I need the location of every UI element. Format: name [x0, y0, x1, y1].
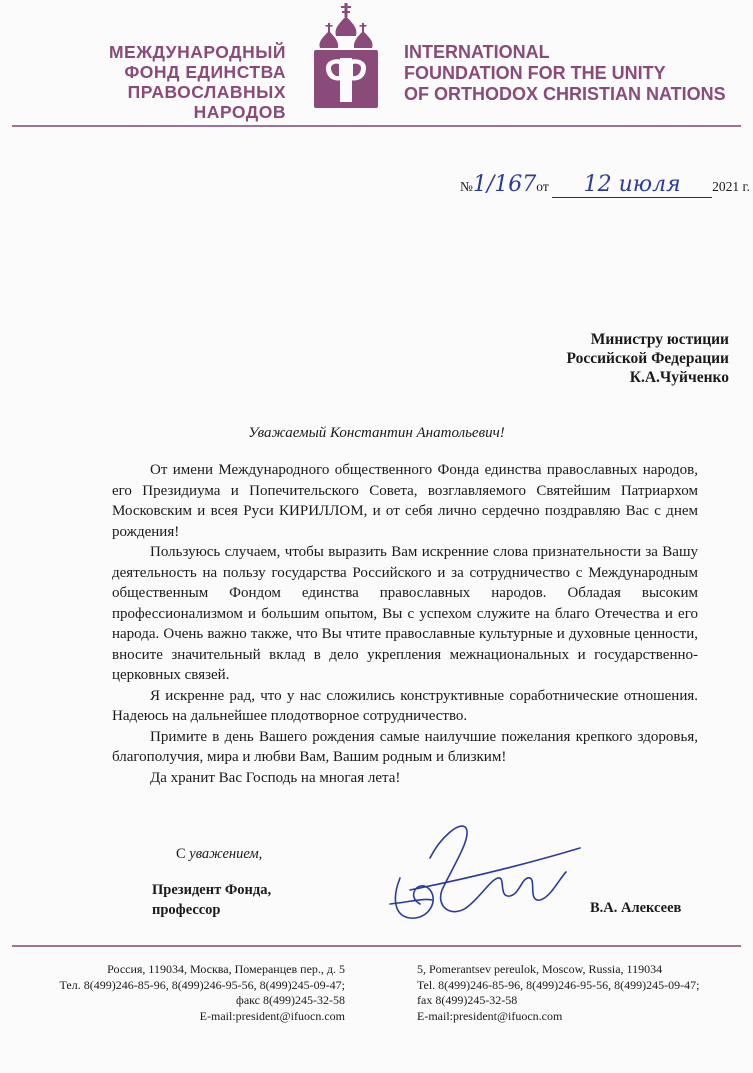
org-name-ru-line: МЕЖДУНАРОДНЫЙ	[108, 42, 286, 62]
date-year: 2021 г.	[712, 179, 750, 194]
footer-line: факс 8(499)245-32-58	[236, 993, 345, 1007]
footer-line: fax 8(499)245-32-58	[417, 993, 518, 1007]
handwritten-signature	[370, 818, 590, 928]
footer-line: E-mail:president@ifuocn.com	[199, 1008, 345, 1023]
letter-body	[112, 460, 698, 788]
orthodox-church-domes-logo	[306, 2, 386, 114]
org-name-en-line: OF ORTHODOX CHRISTIAN NATIONS	[404, 84, 726, 104]
footer-line: Tel. 8(499)246-85-96, 8(499)246-95-56, 8(499)245-09-47;	[417, 977, 700, 992]
signer-name: В.А. Алексеев	[590, 900, 682, 916]
header-divider	[12, 125, 741, 127]
footer-line: Россия, 119034, Москва, Померанцев пер., д. 5	[107, 962, 345, 976]
footer-line: E-mail:president@ifuocn.com	[417, 1008, 563, 1023]
closing-italic: уважением,	[189, 846, 263, 862]
addressee-block	[567, 330, 730, 387]
org-name-english	[404, 42, 726, 105]
org-name-en-line: FOUNDATION FOR THE UNITY	[404, 63, 666, 83]
signer-title-block	[152, 880, 271, 920]
footer-contacts-russian	[60, 962, 345, 1024]
org-name-en-line: INTERNATIONAL	[404, 42, 550, 62]
addressee-line: Министру юстиции	[590, 331, 729, 348]
org-name-russian	[30, 42, 286, 122]
letter-number: 1/167	[472, 172, 537, 197]
footer-line: Тел. 8(499)246-85-96, 8(499)246-95-56, 8(499)245-09-47;	[59, 977, 345, 992]
body-paragraph: Да хранит Вас Господь на многая лета!	[150, 769, 401, 786]
org-name-ru-line: ФОНД ЕДИНСТВА	[124, 62, 286, 82]
closing-prefix: С	[176, 846, 190, 862]
addressee-line: Российской Федерации	[566, 350, 729, 367]
body-paragraph: От имени Международного общественного Фонда единства православных народов, его Президиума и Попечительского Совета, возглавляемого Святейшим Патриархом Московским и всея Руси КИРИЛЛОМ, и от себя лично сердечно поздравляю Вас с днем рождения!	[112, 462, 698, 540]
handwritten-date: 12 июля	[583, 172, 681, 197]
body-paragraph: Я искренне рад, что у нас сложились конструктивные соработнические отношения. Надеюсь на дальнейшее плодотворное сотрудничество.	[112, 687, 698, 724]
signer-title: Президент Фонда,	[152, 882, 272, 898]
org-name-ru-line: ПРАВОСЛАВНЫХ НАРОДОВ	[127, 82, 286, 122]
footer-line: 5, Pomerantsev pereulok, Moscow, Russia, 119034	[417, 962, 663, 976]
addressee-line: К.А.Чуйченко	[629, 369, 729, 386]
greeting: Уважаемый Константин Анатольевич!	[248, 425, 505, 441]
body-paragraph: Примите в день Вашего рождения самые наилучшие пожелания крепкого здоровья, благополучия, мира и любви Вам, Вашим родным и близким!	[112, 728, 698, 765]
footer-contacts-english	[417, 962, 699, 1024]
date-field	[552, 172, 712, 198]
footer-divider	[12, 945, 741, 947]
number-label: №	[460, 179, 473, 194]
reference-line	[460, 172, 750, 198]
closing-phrase	[176, 846, 262, 863]
signer-subtitle: профессор	[152, 902, 221, 918]
date-from-label: от	[536, 179, 549, 194]
body-paragraph: Пользуюсь случаем, чтобы выразить Вам искренние слова признательности за Вашу деятельность на пользу государства Российского и за сотрудничество с Международным общественным Фондом единства православных народов. Обладая высоким профессионализмом и большим опытом, Вы с успехом служите на благо Отечества и его народа. Очень важно также, что Вы чтите православные культурные и духовные ценности, вносите значительный вклад в дело укрепления межнациональных и государственно-церковных связей.	[112, 544, 698, 683]
